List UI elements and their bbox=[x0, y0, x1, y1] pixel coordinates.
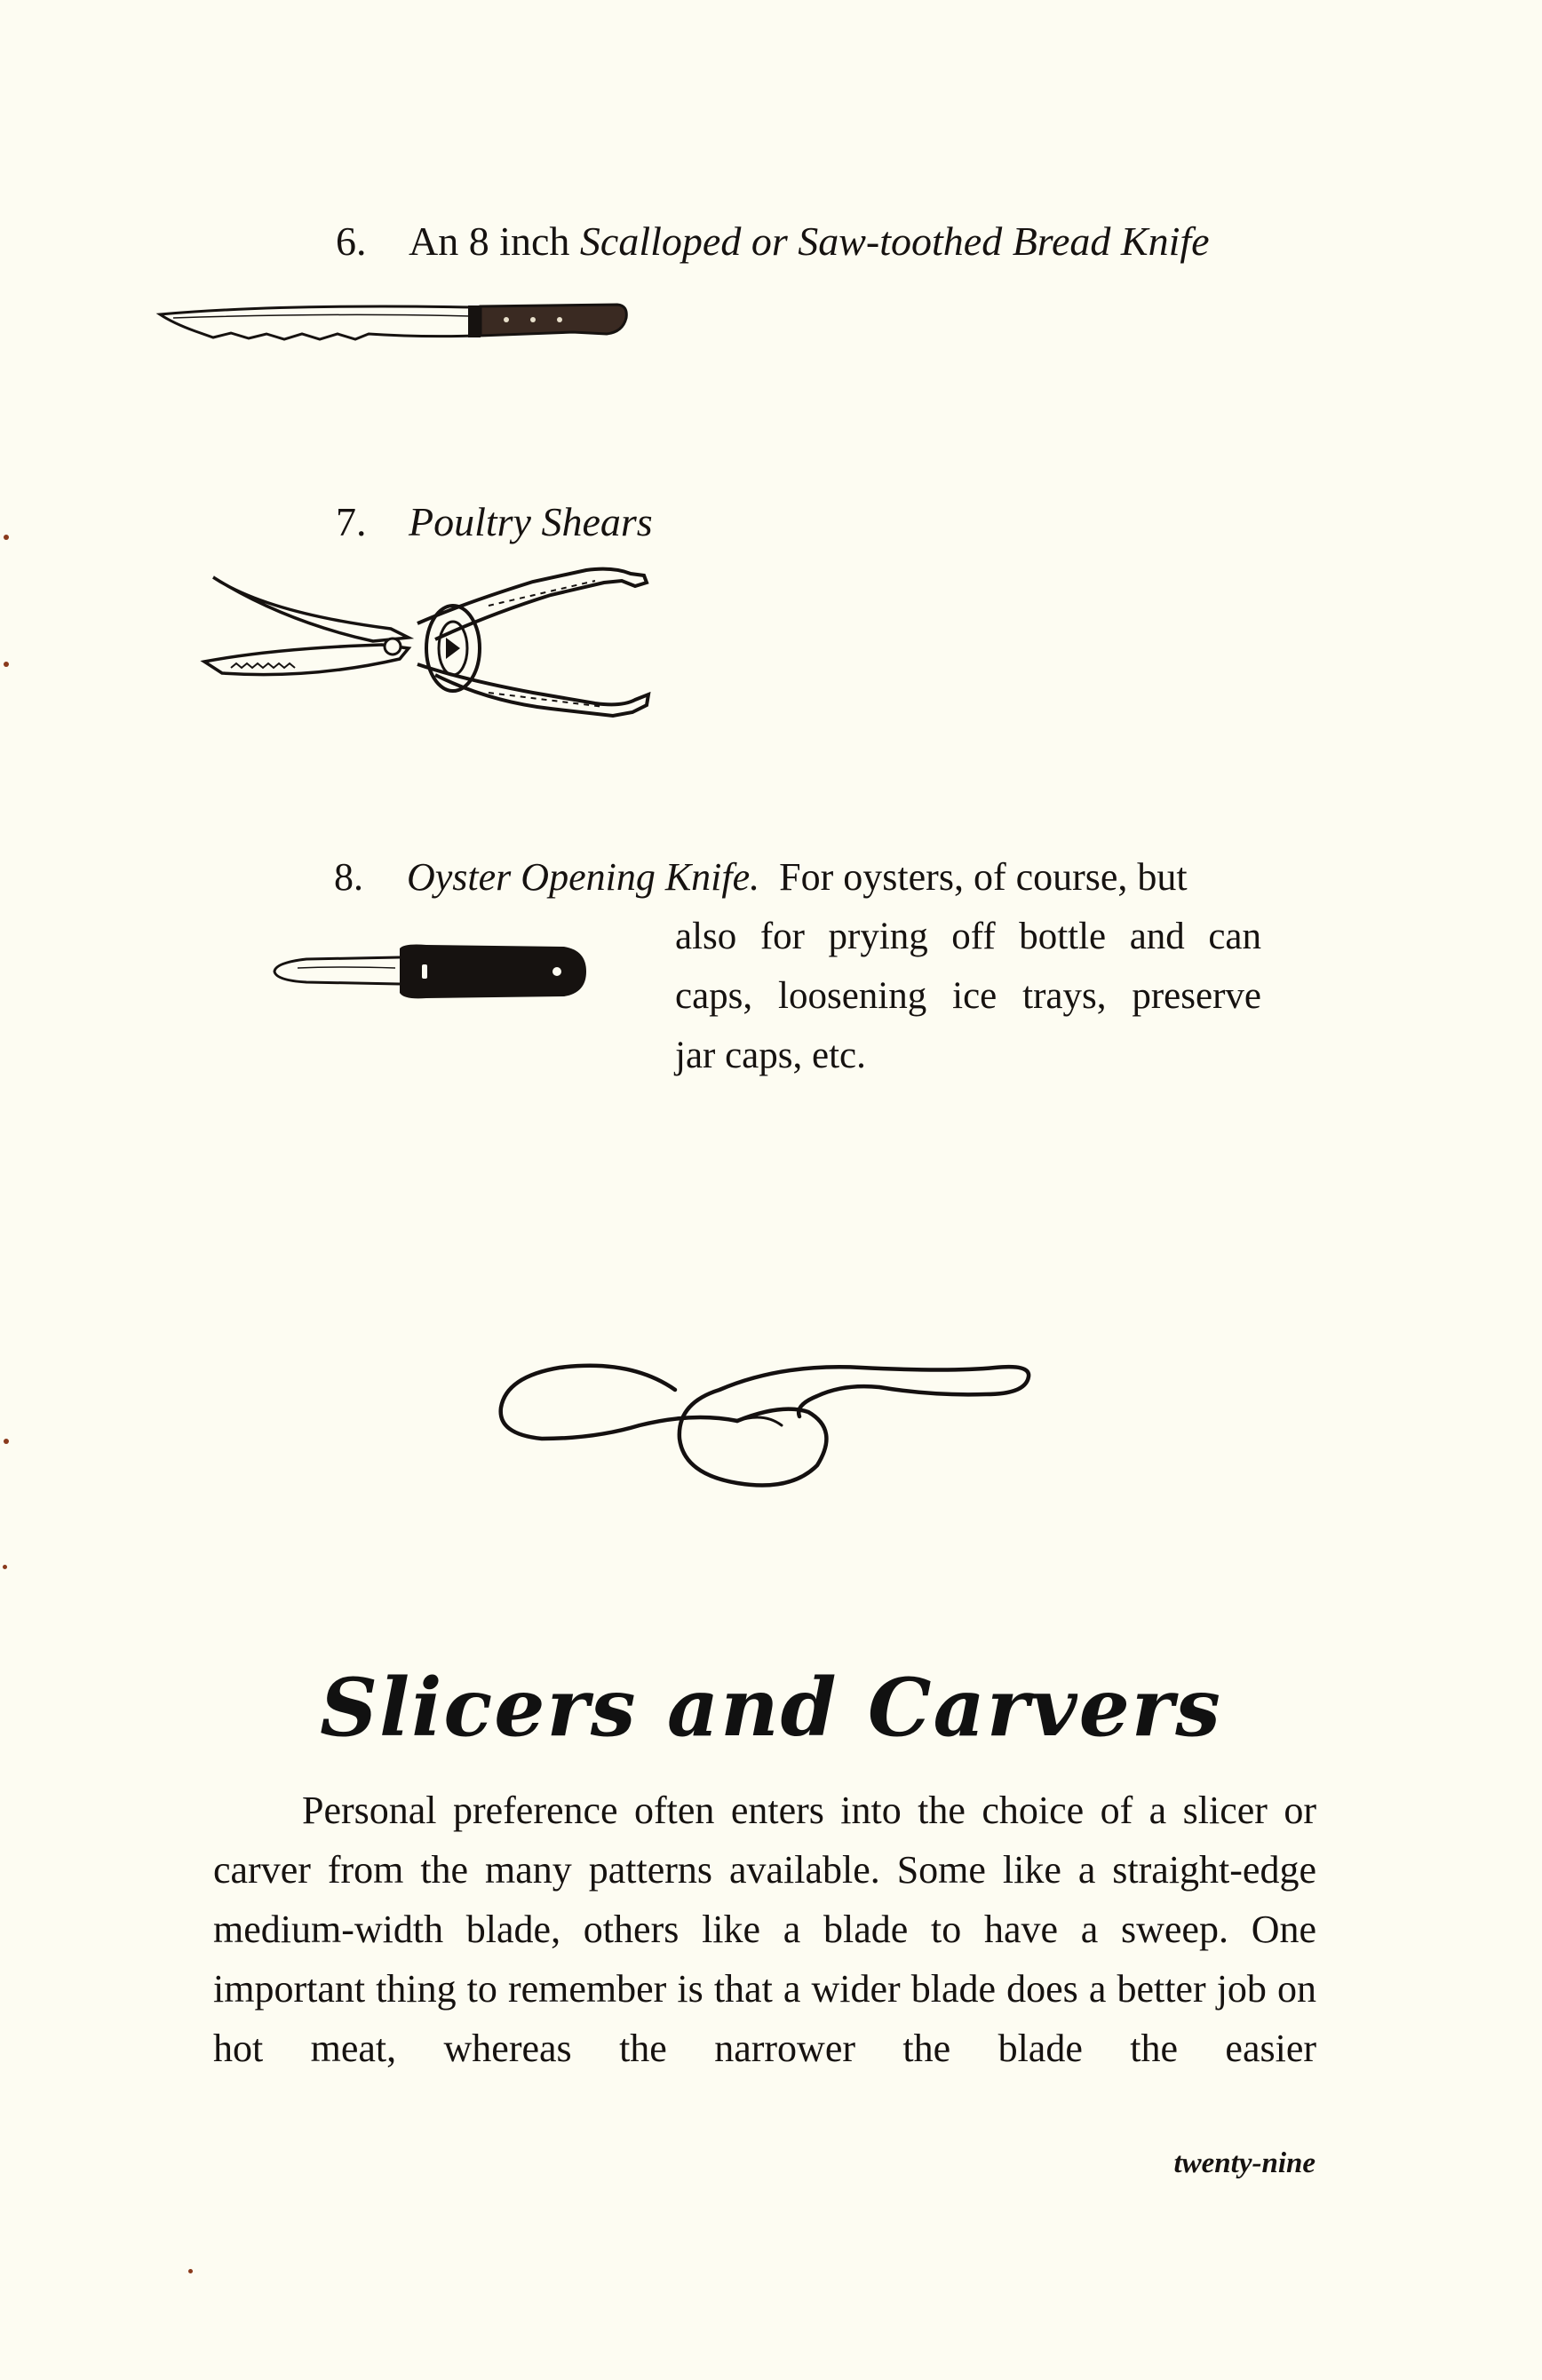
bread-knife-illustration bbox=[155, 300, 635, 353]
item-8-number: 8. bbox=[334, 855, 363, 899]
item-8-description bbox=[675, 907, 1261, 1085]
flourish-ornament bbox=[489, 1341, 1039, 1501]
poultry-shears-illustration bbox=[195, 559, 666, 728]
item-8-heading bbox=[334, 847, 1258, 907]
paper-speck bbox=[188, 2269, 193, 2273]
paper-speck bbox=[4, 662, 9, 667]
item-8-name: Oyster Opening Knife. bbox=[407, 855, 760, 899]
paper-speck bbox=[4, 535, 9, 540]
section-paragraph-text: Personal preference often enters into the choice of a slicer or carver from the many patterns available. Some like a straight-edge medium-width blade, others like a blade to have a sweep. One important thing to remember is that a wider blade does a better job on hot meat, whereas the narrower the blade the easier bbox=[213, 1789, 1316, 2070]
item-7-number: 7. bbox=[336, 499, 367, 544]
item-6-heading bbox=[336, 217, 1210, 266]
item-6-name: Scalloped or Saw-toothed Bread Knife bbox=[579, 218, 1210, 264]
item-6-lead: An 8 inch bbox=[409, 218, 580, 264]
section-heading: Slicers and Carvers bbox=[320, 1661, 1222, 1755]
oyster-knife-illustration bbox=[271, 941, 591, 1004]
item-7-heading bbox=[336, 497, 653, 546]
item-8-description-last: jar caps, etc. bbox=[675, 1035, 866, 1076]
item-8-description-line1: For oysters, of course, but bbox=[779, 855, 1188, 899]
item-7-name: Poultry Shears bbox=[409, 499, 653, 544]
page-number: twenty-nine bbox=[1173, 2147, 1315, 2179]
paper-speck bbox=[3, 1565, 7, 1569]
section-paragraph bbox=[213, 1781, 1316, 2078]
item-6-number: 6. bbox=[336, 218, 367, 264]
paper-speck bbox=[4, 1439, 9, 1444]
item-8-description-rest: also for prying off bottle and can caps, loosening ice trays, preserve bbox=[675, 916, 1261, 1017]
